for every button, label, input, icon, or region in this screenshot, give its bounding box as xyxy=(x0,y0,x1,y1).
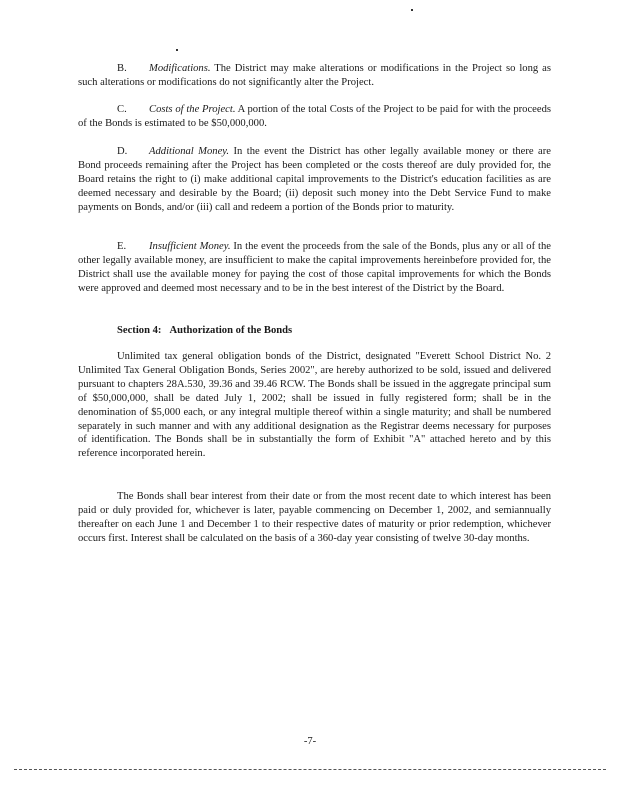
paragraph-text: The District may make alterations or modifications in the Project so long as such alterations or modifications do not significantly alter the Project. xyxy=(78,63,551,88)
paragraph-costs-of-project xyxy=(78,103,551,131)
paragraph-label: D. xyxy=(117,146,128,157)
paragraph-label: B. xyxy=(117,63,127,74)
paragraph-bond-authorization: Unlimited tax general obligation bonds of the District, designated "Everett School District No. 2 Unlimited Tax General Obligation Bonds, Series 2002", are hereby authorized to be sold, issued and delivered pursuant to chapters 28A.530, 39.36 and 39.46 RCW. The Bonds shall be issued in the aggregate principal sum of $50,000,000, shall be dated July 1, 2002; shall be issued in fully registered form; shall be in the denomination of $5,000 each, or any integral multiple thereof within a single maturity; and shall be numbered separately in such manner and with any additional designation as the Registrar deems necessary for purposes of identification. The Bonds shall be in substantially the form of Exhibit "A" attached hereto and by this reference incorporated herein. xyxy=(78,351,551,460)
paragraph-title: Costs of the Project. xyxy=(149,104,236,115)
scan-speck xyxy=(411,9,413,11)
paragraph-label: E. xyxy=(117,241,127,252)
paragraph-text: A portion of the total Costs of the Project to be paid for with the proceeds of the Bonds is estimated to be $50,000,000. xyxy=(78,104,551,129)
footer-rule xyxy=(14,769,606,770)
paragraph-text: In the event the District has other legally available money or there are Bond proceeds remaining after the Project has been completed or the costs thereof are duly provided for, the Board retains the right to (i) make additional capital improvements to the District's education facilities as are deemed necessary and desirable by the Board; (ii) deposit such money into the Debt Service Fund to make payments on Bonds, and/or (iii) call and redeem a portion of the Bonds prior to maturity. xyxy=(78,146,551,213)
section-number: Section 4: xyxy=(117,325,162,336)
paragraph-title: Additional Money. xyxy=(149,146,230,157)
paragraph-additional-money xyxy=(78,145,551,215)
paragraph-text: In the event the proceeds from the sale of the Bonds, plus any or all of the other legally available money, are insufficient to make the capital improvements hereinbefore provided for, the District shall use the available money for paying the cost of those capital improvements for which the Bonds were approved and deemed most necessary and to be in the best interest of the District by the Board. xyxy=(78,241,551,294)
paragraph-title: Insufficient Money. xyxy=(149,241,231,252)
paragraph-bond-interest: The Bonds shall bear interest from their date or from the most recent date to which interest has been paid or duly provided for, whichever is later, payable commencing on December 1, 2002, and semiannually thereafter on each June 1 and December 1 to their respective dates of maturity or prior redemption, whichever occurs first. Interest shall be calculated on the basis of a 360-day year consisting of twelve 30-day months. xyxy=(78,491,551,544)
paragraph-label: C. xyxy=(117,104,127,115)
paragraph-insufficient-money xyxy=(78,240,551,296)
page-number: -7- xyxy=(303,736,317,747)
section-heading xyxy=(78,324,551,338)
paragraph-title: Modifications. xyxy=(149,63,211,74)
scan-speck xyxy=(176,49,178,51)
section-title: Authorization of the Bonds xyxy=(169,325,293,336)
paragraph-modifications xyxy=(78,62,551,90)
